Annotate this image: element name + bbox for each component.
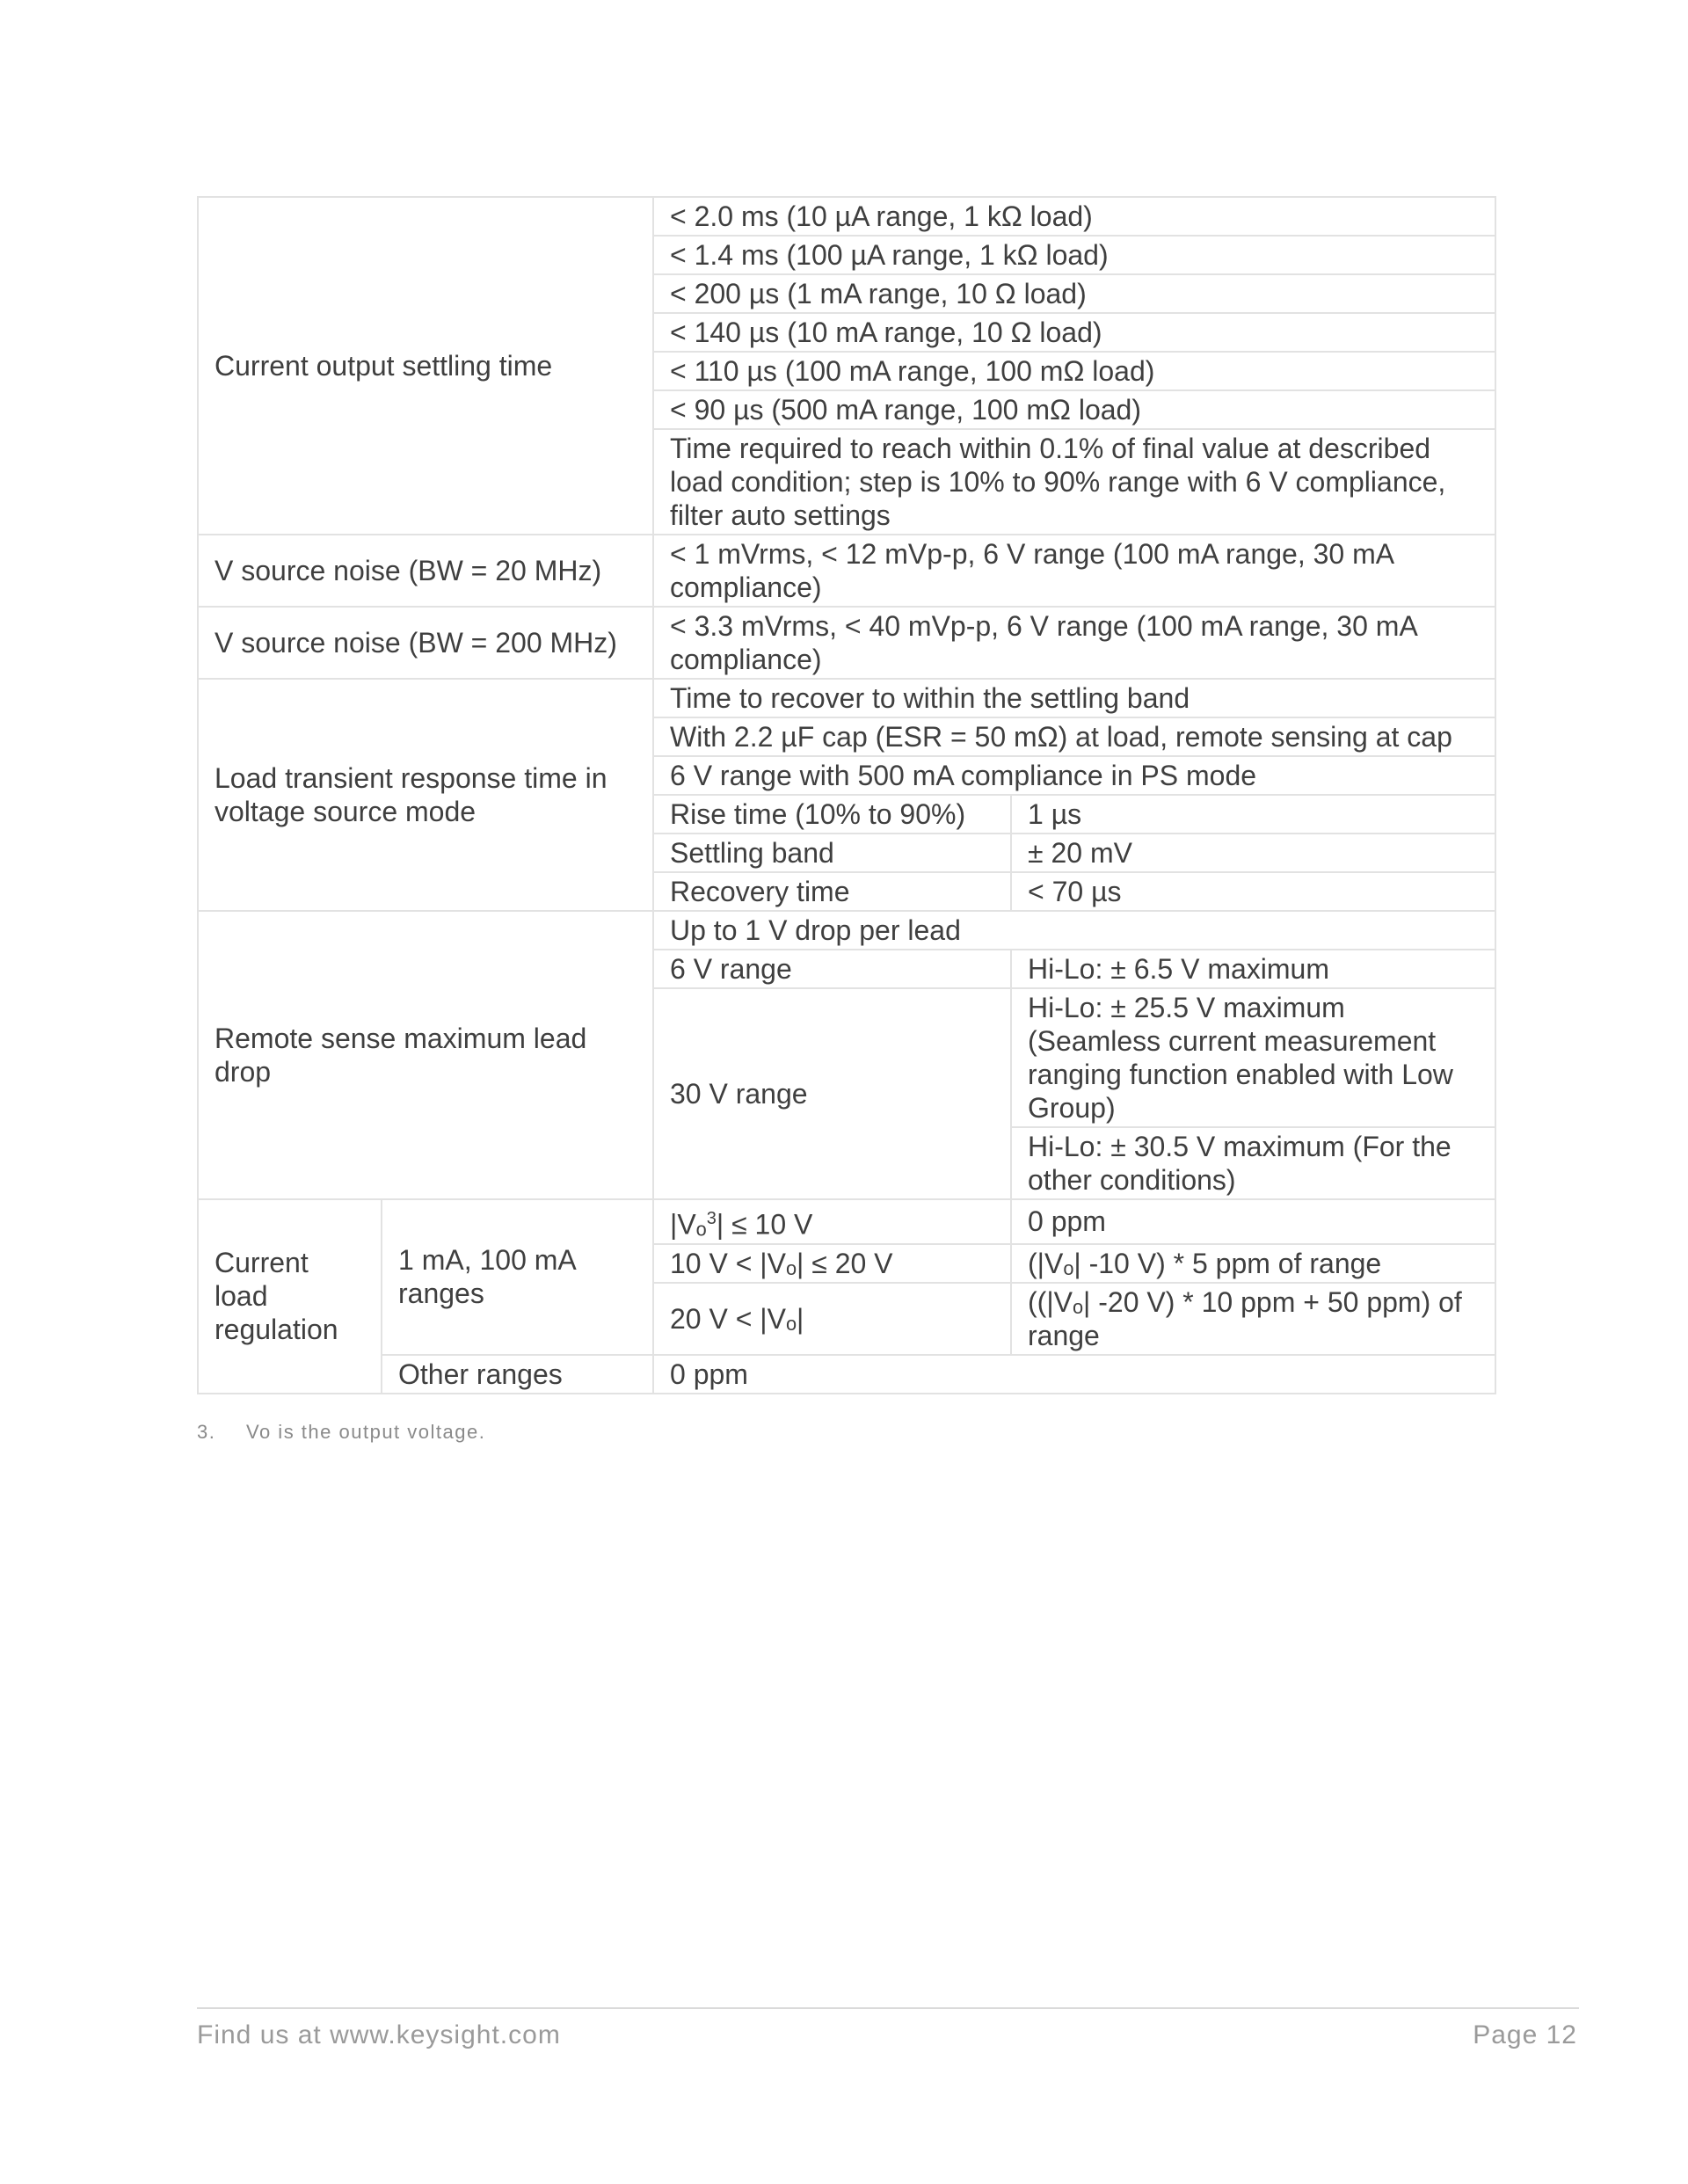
- transient-param: Settling band: [653, 834, 1011, 872]
- table-row: [198, 1355, 1495, 1394]
- load-regulation-subrange: Other ranges: [382, 1355, 653, 1394]
- noise-20mhz-value: < 1 mVrms, < 12 mVp-p, 6 V range (100 mA range, 30 mA compliance): [653, 535, 1495, 607]
- transient-param-value: 1 µs: [1011, 795, 1495, 834]
- remote-sense-range-value: Hi-Lo: ± 30.5 V maximum (For the other conditions): [1011, 1127, 1495, 1199]
- remote-sense-range-value: Hi-Lo: ± 25.5 V maximum (Seamless current measurement ranging function enabled with Low Group): [1011, 988, 1495, 1127]
- noise-200mhz-label: V source noise (BW = 200 MHz): [198, 607, 653, 679]
- table-row: [198, 607, 1495, 679]
- load-regulation-condition: [653, 1199, 1011, 1244]
- footnote-number: 3.: [197, 1421, 216, 1443]
- load-regulation-value: 0 ppm: [1011, 1199, 1495, 1244]
- settling-value: < 140 µs (10 mA range, 10 Ω load): [653, 313, 1495, 352]
- spec-table: [197, 196, 1496, 1394]
- load-regulation-condition: 10 V < |Vₒ| ≤ 20 V: [653, 1244, 1011, 1283]
- load-regulation-subrange: 1 mA, 100 mA ranges: [382, 1199, 653, 1355]
- footnote-text: Vo is the output voltage.: [246, 1421, 486, 1443]
- table-row: [198, 679, 1495, 717]
- load-regulation-condition: 20 V < |Vₒ|: [653, 1283, 1011, 1355]
- transient-value: Time to recover to within the settling band: [653, 679, 1495, 717]
- transient-label: Load transient response time in voltage source mode: [198, 679, 653, 911]
- remote-sense-range-value: Hi-Lo: ± 6.5 V maximum: [1011, 950, 1495, 988]
- footnote-ref: 3: [706, 1209, 717, 1228]
- settling-value: < 110 µs (100 mA range, 100 mΩ load): [653, 352, 1495, 390]
- load-regulation-value: 0 ppm: [653, 1355, 1495, 1394]
- table-row: [198, 535, 1495, 607]
- footnote: [197, 1421, 485, 1444]
- transient-value: With 2.2 µF cap (ESR = 50 mΩ) at load, remote sensing at cap: [653, 717, 1495, 756]
- load-regulation-value: ((|Vₒ| -20 V) * 10 ppm + 50 ppm) of range: [1011, 1283, 1495, 1355]
- transient-param: Rise time (10% to 90%): [653, 795, 1011, 834]
- transient-value: 6 V range with 500 mA compliance in PS mode: [653, 756, 1495, 795]
- transient-param-value: ± 20 mV: [1011, 834, 1495, 872]
- condition-text: | ≤ 10 V: [716, 1208, 813, 1241]
- settling-value: < 200 µs (1 mA range, 10 Ω load): [653, 274, 1495, 313]
- remote-sense-value: Up to 1 V drop per lead: [653, 911, 1495, 950]
- table-row: [198, 911, 1495, 950]
- noise-20mhz-label: V source noise (BW = 20 MHz): [198, 535, 653, 607]
- noise-200mhz-value: < 3.3 mVrms, < 40 mVp-p, 6 V range (100 mA range, 30 mA compliance): [653, 607, 1495, 679]
- transient-param-value: < 70 µs: [1011, 872, 1495, 911]
- condition-text: |Vₒ: [670, 1208, 707, 1241]
- load-regulation-value: (|Vₒ| -10 V) * 5 ppm of range: [1011, 1244, 1495, 1283]
- remote-sense-label: Remote sense maximum lead drop: [198, 911, 653, 1199]
- table-row: [198, 197, 1495, 236]
- settling-note: Time required to reach within 0.1% of final value at described load condition; step is 10% to 90% range with 6 V compliance, filter auto settings: [653, 429, 1495, 535]
- footer-divider: [197, 2007, 1579, 2009]
- remote-sense-range: 6 V range: [653, 950, 1011, 988]
- table-row: [198, 1199, 1495, 1244]
- settling-value: < 90 µs (500 mA range, 100 mΩ load): [653, 390, 1495, 429]
- page-number: Page 12: [1473, 2020, 1577, 2049]
- footer-website: Find us at www.keysight.com: [197, 2020, 561, 2049]
- settling-value: < 2.0 ms (10 µA range, 1 kΩ load): [653, 197, 1495, 236]
- settling-value: < 1.4 ms (100 µA range, 1 kΩ load): [653, 236, 1495, 274]
- settling-label: Current output settling time: [198, 197, 653, 535]
- remote-sense-range: 30 V range: [653, 988, 1011, 1199]
- load-regulation-label: Current load regulation: [198, 1199, 382, 1394]
- transient-param: Recovery time: [653, 872, 1011, 911]
